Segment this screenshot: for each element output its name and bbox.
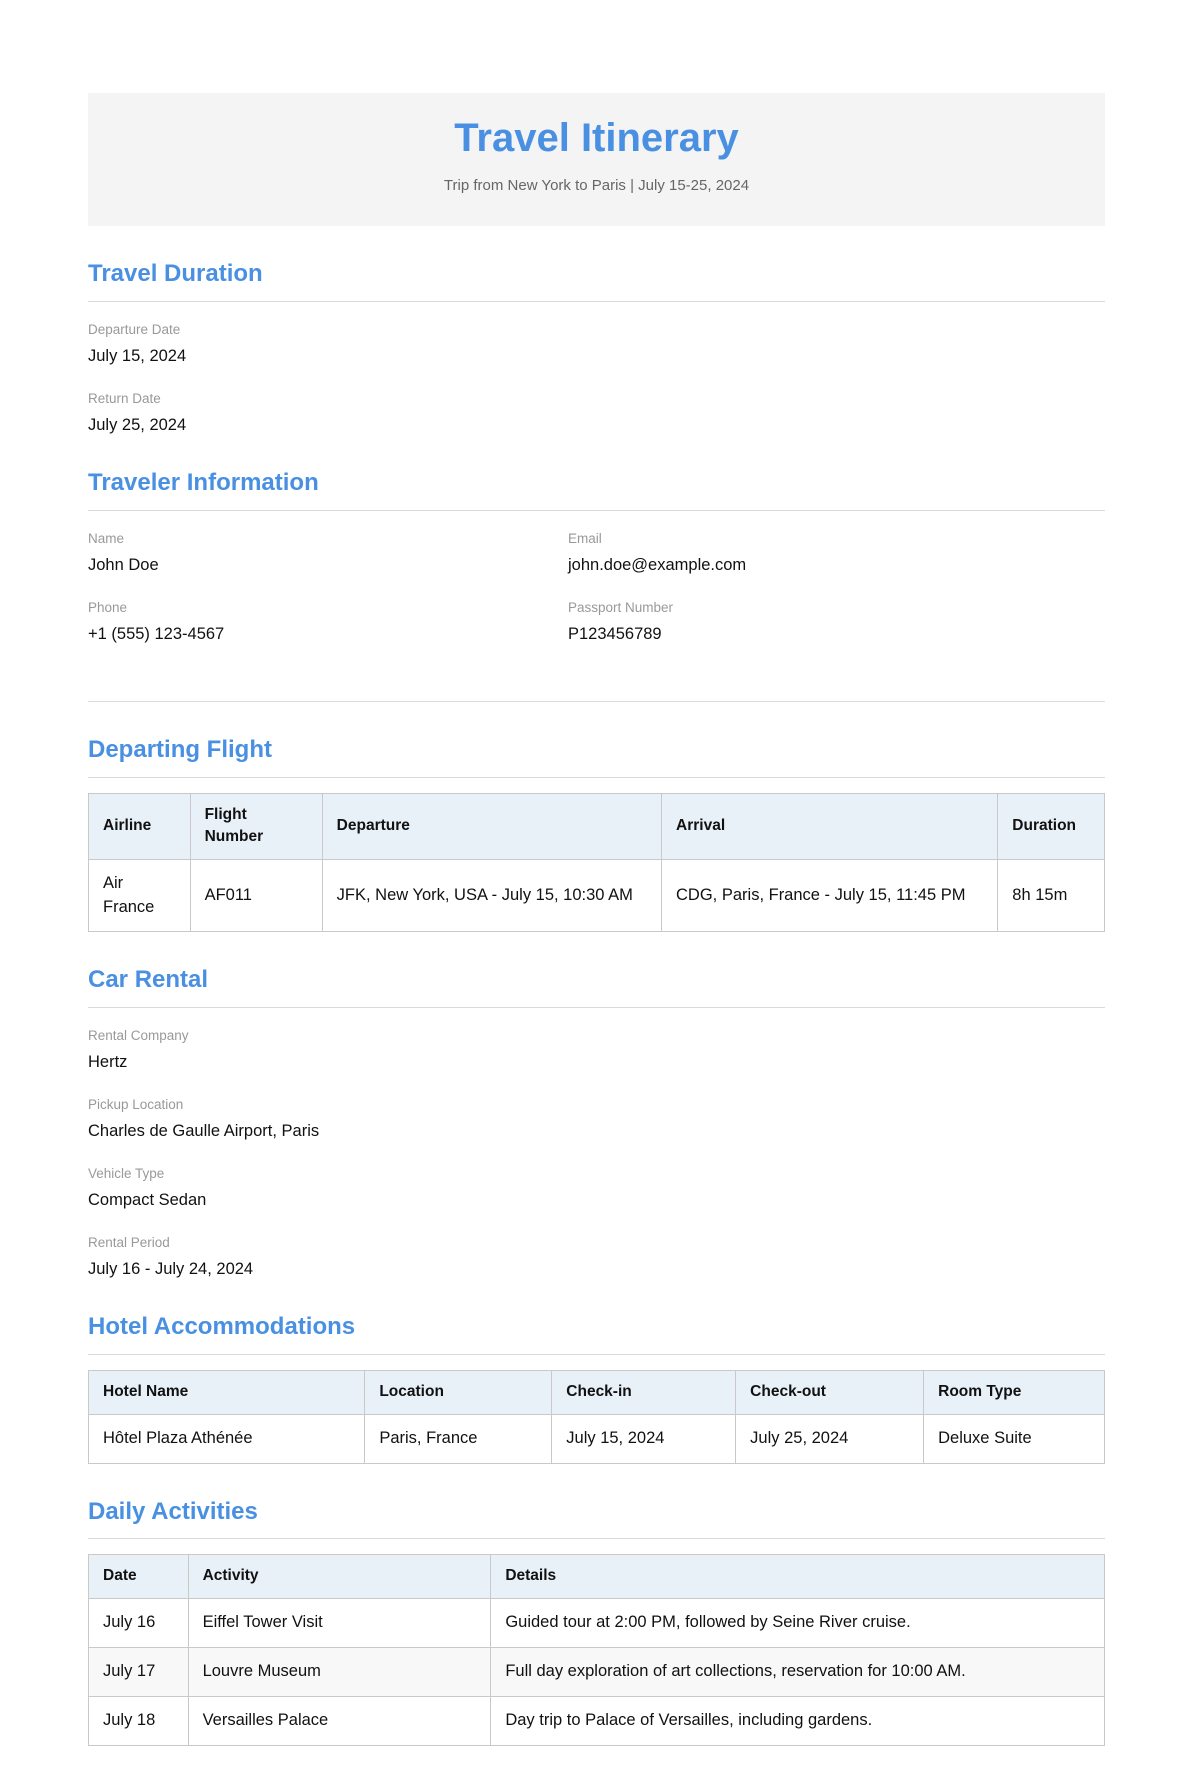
arrival-text: CDG, Paris, France - July 15, 11:45 PM <box>676 885 966 904</box>
document-header <box>88 93 1105 226</box>
column-header-check-out: Check-out <box>736 1371 924 1414</box>
page-title: Travel Itinerary <box>454 116 739 160</box>
pickup-location-field <box>88 1097 1105 1142</box>
section-hotel-accommodations <box>88 1313 1105 1463</box>
traveler-information-heading: Traveler Information <box>88 469 1105 511</box>
column-header-check-in: Check-in <box>552 1371 736 1414</box>
field-label: Passport Number <box>568 600 674 616</box>
room-type-cell: Deluxe Suite <box>924 1414 1105 1463</box>
check-in-cell: July 15, 2024 <box>552 1414 736 1463</box>
departing-flight-heading: Departing Flight <box>88 736 1105 778</box>
departure-cell <box>322 859 661 932</box>
column-header-hotel-name: Hotel Name <box>89 1371 365 1414</box>
field-value: john.doe@example.com <box>568 556 747 575</box>
details-cell: Day trip to Palace of Versailles, including gardens. <box>491 1696 1105 1745</box>
table-row <box>89 859 1105 932</box>
column-header-details: Details <box>491 1555 1105 1598</box>
field-value: July 25, 2024 <box>88 415 187 434</box>
column-header-room-type: Room Type <box>924 1371 1105 1414</box>
table-row <box>89 1598 1105 1647</box>
table-header-row <box>89 1555 1105 1598</box>
daily-activities-heading: Daily Activities <box>88 1498 1105 1540</box>
section-divider <box>88 701 1105 702</box>
hotel-accommodations-heading: Hotel Accommodations <box>88 1313 1105 1355</box>
column-header-duration: Duration <box>998 793 1105 859</box>
date-cell: July 18 <box>89 1696 189 1745</box>
car-rental-heading: Car Rental <box>88 966 1105 1008</box>
field-value: July 15, 2024 <box>88 346 187 365</box>
column-header-airline: Airline <box>89 793 191 859</box>
duration-cell: 8h 15m <box>998 859 1105 932</box>
date-cell: July 17 <box>89 1647 189 1696</box>
table-row <box>89 1414 1105 1463</box>
field-value: July 16 - July 24, 2024 <box>88 1259 254 1278</box>
field-label: Pickup Location <box>88 1097 184 1113</box>
page-subtitle: Trip from New York to Paris | July 15-25, 2024 <box>443 177 750 194</box>
check-out-cell: July 25, 2024 <box>736 1414 924 1463</box>
column-header-location: Location <box>365 1371 552 1414</box>
field-label: Email <box>568 531 602 547</box>
field-value: John Doe <box>88 556 159 575</box>
departing-flight-table <box>88 793 1105 933</box>
rental-period-field <box>88 1235 1105 1280</box>
field-label: Departure Date <box>88 321 181 337</box>
phone-field <box>88 600 568 645</box>
section-daily-activities <box>88 1498 1105 1746</box>
column-header-activity: Activity <box>188 1555 491 1598</box>
details-cell: Full day exploration of art collections, reservation for 10:00 AM. <box>491 1647 1105 1696</box>
hotel-name-cell: Hôtel Plaza Athénée <box>89 1414 365 1463</box>
activity-cell: Eiffel Tower Visit <box>188 1598 491 1647</box>
section-travel-duration <box>88 260 1105 435</box>
column-header-arrival: Arrival <box>662 793 998 859</box>
hotel-table <box>88 1370 1105 1463</box>
column-header-date: Date <box>89 1555 189 1598</box>
details-cell: Guided tour at 2:00 PM, followed by Seine River cruise. <box>491 1598 1105 1647</box>
email-field <box>568 531 1105 576</box>
field-label: Rental Period <box>88 1234 170 1250</box>
arrival-cell <box>662 859 998 932</box>
table-row <box>89 1647 1105 1696</box>
table-row <box>89 1696 1105 1745</box>
section-car-rental <box>88 966 1105 1279</box>
departure-date-field <box>88 322 1105 367</box>
activity-cell: Versailles Palace <box>188 1696 491 1745</box>
activity-cell: Louvre Museum <box>188 1647 491 1696</box>
vehicle-type-field <box>88 1166 1105 1211</box>
field-value: Charles de Gaulle Airport, Paris <box>88 1122 320 1141</box>
table-header-row <box>89 793 1105 859</box>
field-value: Hertz <box>88 1053 128 1072</box>
travel-duration-heading: Travel Duration <box>88 260 1105 302</box>
departure-text: JFK, New York, USA - July 15, 10:30 AM <box>336 885 633 904</box>
return-date-field <box>88 391 1105 436</box>
date-cell: July 16 <box>89 1598 189 1647</box>
column-header-departure: Departure <box>322 793 661 859</box>
itinerary-document <box>88 93 1105 1746</box>
name-field <box>88 531 568 576</box>
rental-company-field <box>88 1028 1105 1073</box>
table-header-row <box>89 1371 1105 1414</box>
field-label: Rental Company <box>88 1028 189 1044</box>
field-value: Compact Sedan <box>88 1191 207 1210</box>
airline-cell: Air France <box>89 859 191 932</box>
field-label: Name <box>88 531 125 547</box>
column-header-flight-number: Flight Number <box>190 793 322 859</box>
field-label: Vehicle Type <box>88 1165 165 1181</box>
field-value: P123456789 <box>568 625 662 644</box>
location-cell: Paris, France <box>365 1414 552 1463</box>
section-traveler-information <box>88 469 1105 668</box>
section-departing-flight <box>88 736 1105 933</box>
field-label: Return Date <box>88 390 161 406</box>
flight-number-cell: AF011 <box>190 859 322 932</box>
passport-number-field <box>568 600 1105 645</box>
field-value: +1 (555) 123-4567 <box>88 625 225 644</box>
daily-activities-table <box>88 1554 1105 1745</box>
field-label: Phone <box>88 600 128 616</box>
